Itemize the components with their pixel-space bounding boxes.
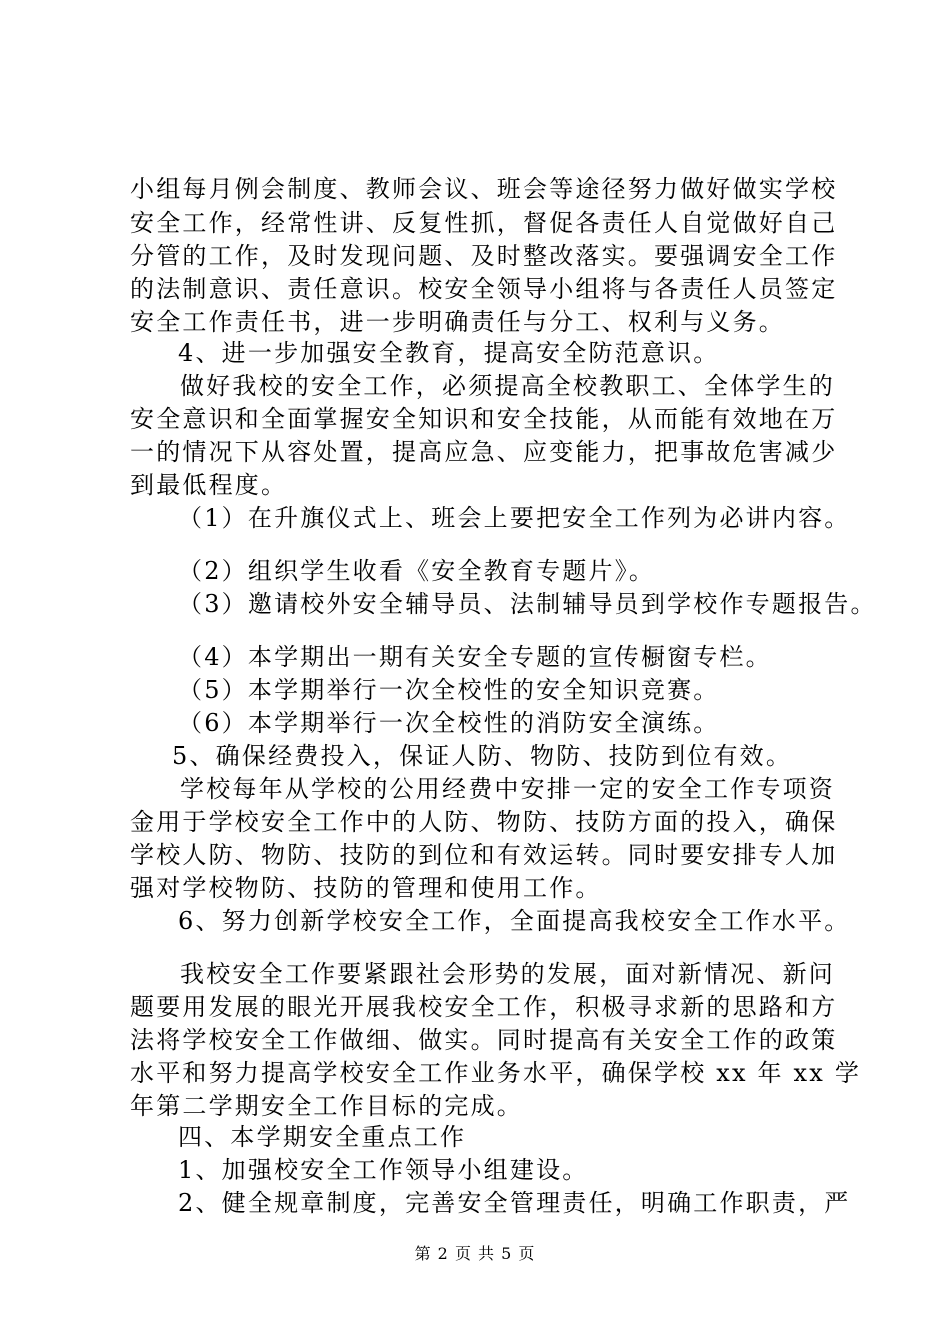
paragraph-line: 年第二学期安全工作目标的完成。 bbox=[130, 1092, 523, 1120]
paragraph-line: 学校人防、物防、技防的到位和有效运转。同时要安排专人加 bbox=[130, 841, 838, 869]
paragraph-line: 强对学校物防、技防的管理和使用工作。 bbox=[130, 874, 602, 902]
section-heading: 4、进一步加强安全教育，提高安全防范意识。 bbox=[178, 339, 720, 367]
paragraph-line: 金用于学校安全工作中的人防、物防、技防方面的投入，确保 bbox=[130, 808, 838, 836]
paragraph-line: 到最低程度。 bbox=[130, 471, 288, 499]
paragraph-line: 分管的工作，及时发现问题、及时整改落实。要强调安全工作 bbox=[130, 242, 838, 270]
list-item: （6）本学期举行一次全校性的消防安全演练。 bbox=[178, 709, 720, 737]
section-heading: 6、努力创新学校安全工作，全面提高我校安全工作水平。 bbox=[178, 907, 851, 935]
list-item: 2、健全规章制度，完善安全管理责任，明确工作职责，严 bbox=[178, 1189, 851, 1217]
list-item: 1、加强校安全工作领导小组建设。 bbox=[178, 1156, 589, 1184]
section-heading: 5、确保经费投入，保证人防、物防、技防到位有效。 bbox=[172, 742, 793, 770]
paragraph-line: 安全工作，经常性讲、反复性抓，督促各责任人自觉做好自己 bbox=[130, 209, 838, 237]
list-item: （2）组织学生收看《安全教育专题片》。 bbox=[178, 557, 656, 585]
paragraph-line: 的法制意识、责任意识。校安全领导小组将与各责任人员签定 bbox=[130, 275, 838, 303]
paragraph-line: 法将学校安全工作做细、做实。同时提高有关安全工作的政策 bbox=[130, 1026, 838, 1054]
paragraph-line: 学校每年从学校的公用经费中安排一定的安全工作专项资 bbox=[180, 775, 835, 803]
paragraph-line: 安全工作责任书，进一步明确责任与分工、权利与义务。 bbox=[130, 308, 785, 336]
section-heading: 四、本学期安全重点工作 bbox=[178, 1123, 467, 1151]
page-number-footer: 第 2 页 共 5 页 bbox=[414, 1244, 536, 1263]
paragraph-line: 我校安全工作要紧跟社会形势的发展，面对新情况、新问 bbox=[180, 960, 835, 988]
paragraph-line: 小组每月例会制度、教师会议、班会等途径努力做好做实学校 bbox=[130, 175, 838, 203]
list-item: （4）本学期出一期有关安全专题的宣传橱窗专栏。 bbox=[178, 643, 772, 671]
list-item: （5）本学期举行一次全校性的安全知识竞赛。 bbox=[178, 676, 720, 704]
paragraph-line: 做好我校的安全工作，必须提高全校教职工、全体学生的 bbox=[180, 372, 835, 400]
paragraph-line: 安全意识和全面掌握安全知识和安全技能，从而能有效地在万 bbox=[130, 405, 838, 433]
paragraph-line: 一的情况下从容处置，提高应急、应变能力，把事故危害减少 bbox=[130, 438, 838, 466]
paragraph-line: 题要用发展的眼光开展我校安全工作，积极寻求新的思路和方 bbox=[130, 993, 838, 1021]
list-item: （1）在升旗仪式上、班会上要把安全工作列为必讲内容。 bbox=[178, 504, 851, 532]
paragraph-line: 水平和努力提高学校安全工作业务水平，确保学校 xx 年 xx 学 bbox=[130, 1059, 862, 1087]
list-item: （3）邀请校外安全辅导员、法制辅导员到学校作专题报告。 bbox=[178, 590, 877, 618]
